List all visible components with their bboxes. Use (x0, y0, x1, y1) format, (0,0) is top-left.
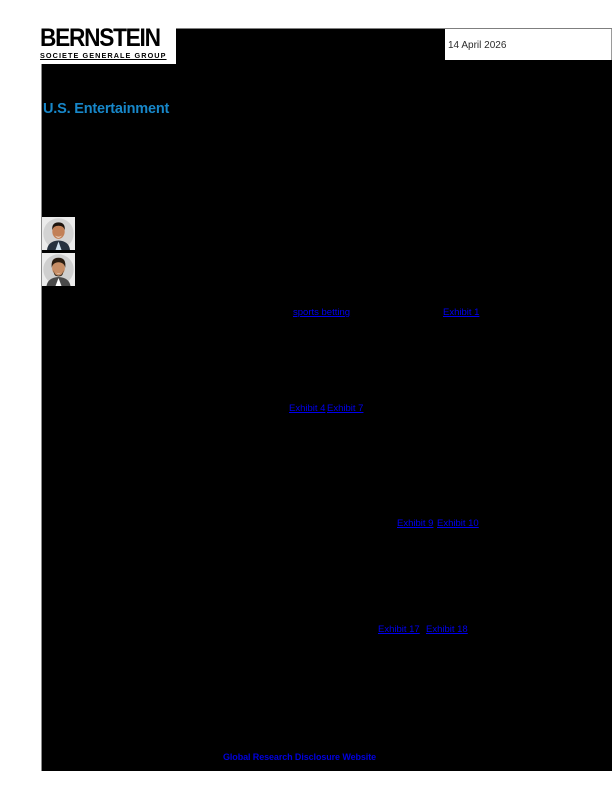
report-date: 14 April 2026 (448, 40, 507, 51)
brand-subtitle: SOCIETE GENERALE GROUP (40, 51, 167, 60)
section-title: U.S. Entertainment (43, 101, 170, 117)
link-exhibit-9[interactable]: Exhibit 9 (397, 518, 434, 529)
link-exhibit-1[interactable]: Exhibit 1 (443, 307, 480, 318)
link-exhibit-4[interactable]: Exhibit 4 (289, 403, 326, 414)
date-box (445, 29, 612, 60)
link-global-research-disclosure[interactable]: Global Research Disclosure Website (223, 752, 376, 762)
link-sports-betting[interactable]: sports betting (293, 307, 351, 318)
brand-wordmark: BERNSTEIN (40, 24, 160, 52)
link-exhibit-17[interactable]: Exhibit 17 (378, 624, 420, 635)
redacted-body-text (41, 29, 612, 771)
bernstein-logo (0, 0, 176, 64)
link-exhibit-7[interactable]: Exhibit 7 (327, 403, 364, 414)
analyst-2-portrait (42, 253, 75, 286)
analyst-photo-2 (42, 253, 75, 286)
link-exhibit-10[interactable]: Exhibit 10 (437, 518, 479, 529)
analyst-1-portrait (42, 217, 75, 250)
link-exhibit-18[interactable]: Exhibit 18 (426, 624, 468, 635)
analyst-photo-1 (42, 217, 75, 250)
